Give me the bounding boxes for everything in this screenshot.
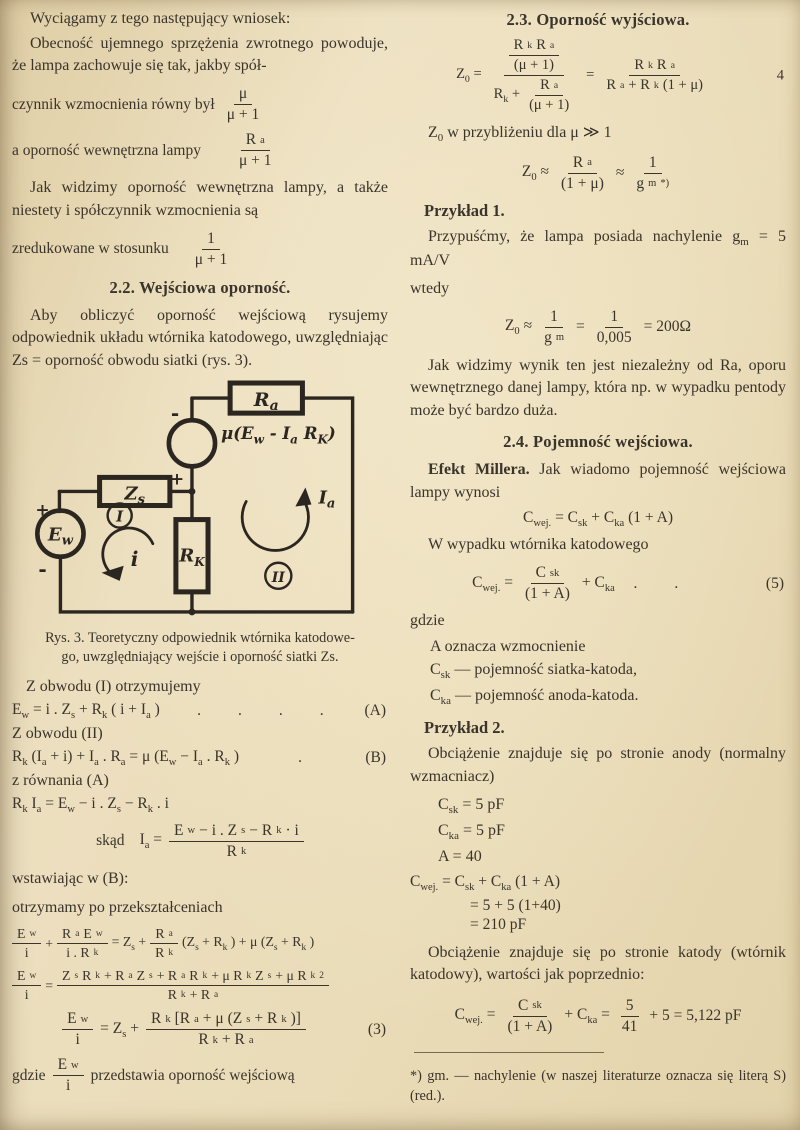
ra-independent-paragraph: Jak widzimy wynik ten jest niezależny od Ra, oporu wewnętrznego danej lampy, która np. w wypadku pentody może być bardzo duża. (410, 356, 786, 420)
figure-rys-3 (28, 379, 372, 625)
wtedy-line: wtedy (410, 279, 450, 297)
example-1-heading: Przykład 1. (424, 200, 505, 220)
controlled-source-circle (169, 420, 215, 466)
node-dot-top (189, 488, 196, 495)
equation-4-big-fraction: R k R a (μ + 1) $R_k$ + R a (μ + 1) (493, 37, 570, 113)
label-current-i: i (130, 546, 139, 571)
wtornik-line: W wypadku wtórnika katodowego (428, 536, 649, 554)
definition-csk: $C_{sk}$ — pojemność siatka-katoda, (430, 661, 637, 682)
section-2-4-heading: 2.4. Pojemność wejściowa. (503, 431, 693, 451)
equation-final: $C_{wej.}$ = C sk (1 + A) + $C_{ka}$ = $\frac{5}{41}$ + 5 = 5,122 pF (454, 996, 742, 1035)
input-impedance-paragraph: Aby obliczyć oporność wejściową rysujemy odpowiednik układu wtórnika katodowego, uwzględniając Zs = oporność obwodu siatki (rys. 3). (12, 306, 388, 370)
eq-b-intro: Z obwodu (II) (12, 725, 103, 743)
right-column (410, 8, 786, 1130)
feedback-paragraph: Obecność ujemnego sprzężenia zwrotnego powoduje, że lampa zachowuje się tak, jakby spół- (12, 34, 388, 75)
current-ia-loop-arrow (242, 501, 308, 550)
label-current-ia: $I_a$ (318, 487, 336, 512)
source-minus-sign: - (170, 400, 180, 425)
left-column (12, 8, 388, 1130)
label-loop-1: I (116, 507, 124, 526)
ia-arrowhead (295, 487, 311, 506)
miller-paragraph: Efekt Millera. Jak wiadomo pojemność wejściowa lampy wynosi (410, 460, 787, 501)
skad-fraction: E w − i . Z s − R k · i R k (169, 822, 304, 861)
reduced-text: zredukowane w stosunku (12, 240, 169, 258)
equation-c: $R_k$ $I_a = E_w - i$ . $Z_s - R_k$ . i (12, 794, 169, 815)
node-dot-bottom (189, 608, 196, 615)
equation-b: $R_k$ $(I_a + i) + I_a$ . $R_a = \mu$ ($E_w - I_a$ . $R_k$ ) . (B) (12, 748, 386, 769)
eq-c-intro: z równania (A) (12, 772, 109, 790)
value-csk: $C_{sk} = 5$ pF (438, 796, 505, 817)
label-loop-2: II (271, 569, 285, 586)
example-2-heading: Przykład 2. (424, 717, 505, 737)
value-cka: $C_{ka} = 5$ pF (438, 822, 505, 843)
internal-resistance-line (12, 131, 388, 170)
conclusion-intro: Wyciągamy z tego następujący wniosek: (30, 10, 291, 27)
cathode-follower-circuit-diagram (28, 379, 372, 625)
i-arrowhead (102, 566, 124, 581)
equation-a: $E_w = i$ . $Z_s + R_k$ ( $i + I_a$ ) . . . . (A) (12, 701, 386, 722)
label-ew: $E_w$ (47, 524, 73, 549)
example-2-paragraph: Obciążenie znajduje się po stronie anody (normalny wzmacniacz) (410, 744, 786, 785)
gdzie-2-line: gdzie (410, 612, 445, 630)
equation-5-tag: (5) (765, 574, 784, 592)
equation-cwej: $C_{wej.} = C_{sk} + C_{ka}$ (1 + A) (523, 509, 673, 530)
eq-a-intro: Z obwodu (I) otrzymujemy (26, 678, 201, 696)
section-2-2-heading: 2.2. Wejściowa oporność. (109, 277, 291, 297)
resistance-fraction: R a μ + 1 (238, 131, 272, 170)
label-source: $\mu(E_w - I_a$ $R_K$) (221, 422, 336, 447)
equation-5: $C_{wej.}$ = C sk (1 + A) + $C_{ka}$ . . (5) (472, 564, 784, 603)
reduction-paragraph: Jak widzimy oporność wewnętrzna lampy, a także niestety i spółczynnik wzmocnienia są (12, 179, 388, 219)
given-values (438, 793, 786, 868)
substitute-line: wstawiając w (B): (12, 869, 129, 887)
footnote-text: *) gm. — nachylenie (w naszej literaturze oznacza się literą S) (red.). (410, 1068, 786, 1104)
definition-cka: $C_{ka}$ — pojemność anoda-katoda. (430, 686, 639, 708)
gain-formula-line (12, 85, 388, 124)
approx-condition-line: $Z_0$ w przybliżeniu dla μ ≫ 1 (428, 124, 612, 145)
equation-4-tag: 4 (776, 67, 784, 83)
section-2-3-heading: 2.3. Oporność wyjściowa. (506, 10, 690, 29)
equation-c2-result: = 210 pF (470, 915, 527, 933)
miller-lead: Efekt Millera. (428, 460, 530, 478)
label-ra: $R_a$ (253, 388, 279, 414)
resistance-text: a oporność wewnętrzna lampy (12, 141, 201, 159)
example-1-paragraph: Przypuśćmy, że lampa posiada nachylenie $g_m = 5$ mA/V (410, 227, 787, 270)
equation-3-tag: (3) (367, 1020, 386, 1038)
ew-minus-sign: - (38, 556, 47, 581)
value-a: A = 40 (438, 848, 482, 866)
equation-c2: $C_{wej.} = C_{sk} + C_{ka}$ (1 + A) (410, 873, 560, 894)
current-i-loop-arrow (103, 528, 153, 573)
equation-b-tag: (B) (365, 749, 386, 767)
ew-plus-sign: + (35, 500, 50, 521)
reduced-ratio-line (12, 230, 388, 269)
equation-a-tag: (A) (364, 702, 386, 720)
transform-line: otrzymamy po przekształceniach (12, 898, 223, 916)
equation-200-ohm: $Z_0$ ≈ 1 g m = $\frac{1}{0,005}$ = 200Ω (504, 307, 692, 346)
equation-4: $Z_0$ = R k R a (μ + 1) $R_k$ + R a (μ + 1) = R k R a R a + R k (1 + μ) 4 (456, 37, 784, 113)
equation-long-2: E w i = Z s R k + R a Z s + R a R k + μ R k Z s + μ R k 2 R k + R a (12, 968, 388, 1003)
cathode-load-paragraph: Obciążenie znajduje się po stronie katody (wtórnik katodowy), wartości jak poprzednio: (410, 943, 786, 984)
gain-text: czynnik wzmocnienia równy był (12, 95, 215, 113)
equation-z0-approx: $Z_0$ ≈ R a (1 + μ) ≈ 1 g m *) (521, 153, 670, 192)
label-rk: $R_K$ (179, 545, 205, 569)
source-plus-sign: + (169, 469, 185, 490)
label-zs: $Z_s$ (124, 483, 146, 508)
symbol-definitions (430, 635, 786, 710)
footnote-rule (414, 1052, 604, 1053)
gain-fraction: $\frac{\mu}{\mu + 1}$ (226, 85, 260, 124)
equation-c2-step: = 5 + 5 (1+40) (470, 896, 561, 914)
equation-long-1: E w i + R a E w i . R k = $Z_s$ + R a R k ($Z_s + R_k$ ) + μ ($Z_s + R_k$ ) (12, 926, 388, 961)
definition-a: A oznacza wzmocnienie (430, 637, 586, 655)
equation-3: E w i = $Z_s$ + R k [R a + μ (Z s + R k )] R k + R a (3) (12, 1010, 388, 1049)
gdzie-line: gdzie E w i przedstawia oporność wejściową (12, 1056, 295, 1095)
reduced-fraction: $\frac{1}{\mu + 1}$ (194, 229, 228, 268)
figure-caption: Rys. 3. Teoretyczny odpowiednik wtórnika katodowe- go, uwzględniający wejście i oporność siatki Zs. (45, 629, 355, 665)
equation-skad: skąd $I_a$ = E w − i . Z s − R k · i R k (12, 822, 388, 861)
